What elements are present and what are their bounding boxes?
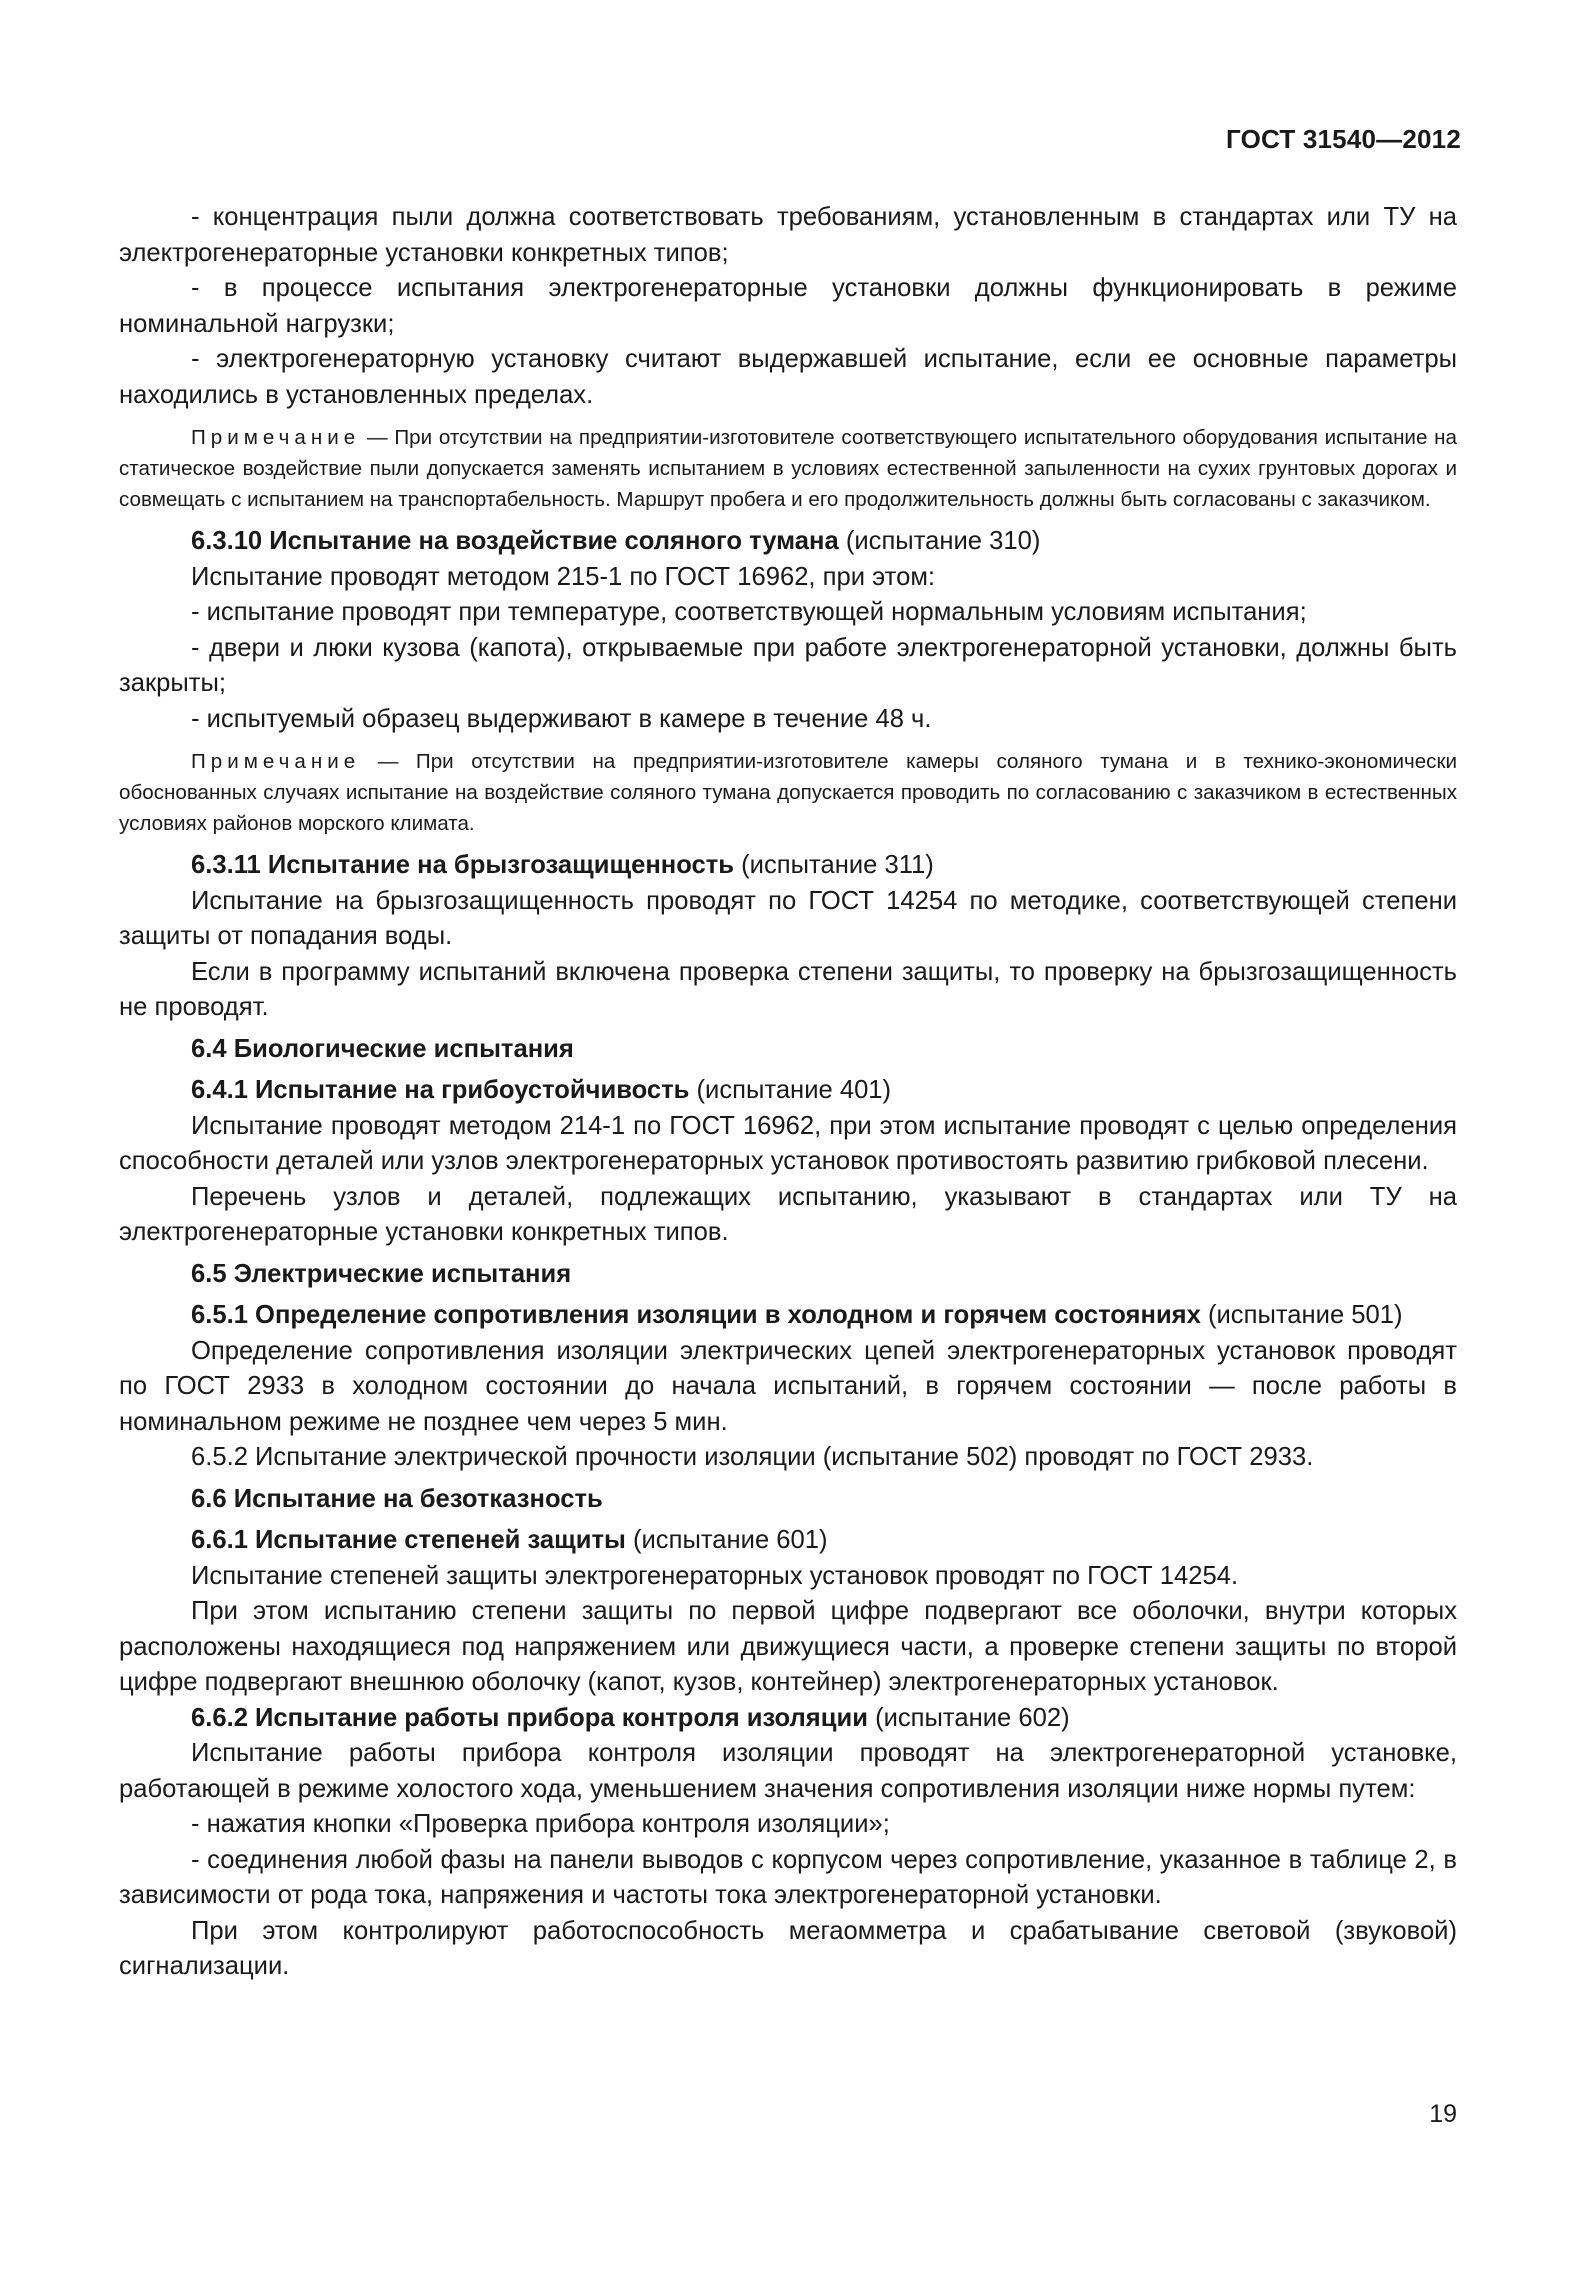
page-number: 19 xyxy=(1429,2100,1457,2128)
paragraph: Перечень узлов и деталей, подлежащих испытанию, указывают в стандартах или ТУ на электрогенераторные установки конкретных типов. xyxy=(119,1182,1457,1246)
section-heading-6-5: 6.5 Электрические испытания xyxy=(191,1259,572,1288)
note-text: — При отсутствии на предприятии-изготовителе камеры соляного тумана и в технико-экономически обоснованных случаях испытание на воздействие соляного тумана допускается проводить по согласованию с заказчиком в естественных условиях районов морского климата. xyxy=(119,750,1457,835)
paragraph: 6.5.2 Испытание электрической прочности изоляции (испытание 502) проводят по ГОСТ 2933. xyxy=(191,1443,1314,1471)
paragraph: - концентрация пыли должна соответствовать требованиям, установленным в стандартах или ТУ на электрогенераторные установки конкретных типов; xyxy=(119,203,1457,267)
section-heading-6-4: 6.4 Биологические испытания xyxy=(191,1034,574,1063)
paragraph: Испытание работы прибора контроля изоляции проводят на электрогенераторной установке, работающей в режиме холостого хода, уменьшением значения сопротивления изоляции ниже нормы путем: xyxy=(119,1739,1457,1803)
section-heading-6-3-10: 6.3.10 Испытание на воздействие соляного тумана (испытание 310) xyxy=(191,527,1041,555)
note xyxy=(119,422,1457,515)
paragraph: Испытание проводят методом 215-1 по ГОСТ 16962, при этом: xyxy=(191,562,936,591)
paragraph: - электрогенераторную установку считают выдержавшей испытание, если ее основные параметры находились в установленных пределах. xyxy=(119,345,1457,409)
section-heading-6-4-1: 6.4.1 Испытание на грибоустойчивость (испытание 401) xyxy=(191,1076,892,1104)
paragraph: - испытуемый образец выдерживают в камере в течение 48 ч. xyxy=(191,704,932,733)
paragraph: - в процессе испытания электрогенераторные установки должны функционировать в режиме номинальной нагрузки; xyxy=(119,274,1457,338)
paragraph: Если в программу испытаний включена проверка степени защиты, то проверку на брызгозащищенность не проводят. xyxy=(119,957,1457,1021)
paragraph: При этом контролируют работоспособность мегаомметра и срабатывание световой (звуковой) сигнализации. xyxy=(119,1916,1457,1980)
paragraph: Испытание степеней защиты электрогенераторных установок проводят по ГОСТ 14254. xyxy=(191,1561,1239,1590)
paragraph: Испытание на брызгозащищенность проводят по ГОСТ 14254 по методике, соответствующей степени защиты от попадания воды. xyxy=(119,886,1457,950)
paragraph: - испытание проводят при температуре, соответствующей нормальным условиям испытания; xyxy=(191,598,1307,626)
paragraph: Определение сопротивления изоляции электрических цепей электрогенераторных установок проводят по ГОСТ 2933 в холодном состоянии до начала испытаний, в горячем состоянии — после работы в номинальном режиме не позднее чем через 5 мин. xyxy=(119,1336,1457,1436)
paragraph: Испытание проводят методом 214-1 по ГОСТ 16962, при этом испытание проводят с целью определения способности деталей или узлов электрогенераторных установок противостоять развитию грибковой плесени. xyxy=(119,1111,1457,1175)
section-heading-6-6-2: 6.6.2 Испытание работы прибора контроля изоляции (испытание 602) xyxy=(191,1703,1070,1732)
paragraph: - нажатия кнопки «Проверка прибора контроля изоляции»; xyxy=(191,1810,890,1838)
note-label: Примечание xyxy=(191,426,361,449)
paragraph: - соединения любой фазы на панели выводов с корпусом через сопротивление, указанное в таблице 2, в зависимости от рода тока, напряжения и частоты тока электрогенераторной установки. xyxy=(119,1845,1457,1909)
section-heading-6-6-1: 6.6.1 Испытание степеней защиты (испытание 601) xyxy=(191,1526,828,1554)
section-heading-6-3-11: 6.3.11 Испытание на брызгозащищенность (испытание 311) xyxy=(191,851,934,879)
document-header: ГОСТ 31540—2012 xyxy=(1226,124,1461,154)
section-heading-6-6: 6.6 Испытание на безотказность xyxy=(191,1484,603,1513)
section-heading-6-5-1: 6.5.1 Определение сопротивления изоляции в холодном и горячем состояниях (испытание 501) xyxy=(191,1301,1403,1329)
note-text: — При отсутствии на предприятии-изготовителе соответствующего испытательного оборудования испытание на статическое воздействие пыли допускается заменять испытанием в условиях естественной запыленности на сухих грунтовых дорогах и совмещать с испытанием на транспортабельность. Маршрут пробега и его продолжительность должны быть согласованы с заказчиком. xyxy=(119,426,1457,511)
note xyxy=(119,746,1457,839)
paragraph: При этом испытанию степени защиты по первой цифре подвергают все оболочки, внутри которых расположены находящиеся под напряжением или движущиеся части, а проверке степени защиты по второй цифре подвергают внешнюю оболочку (капот, кузов, контейнер) электрогенераторных установок. xyxy=(119,1597,1457,1696)
document-body xyxy=(119,200,1457,1985)
paragraph: - двери и люки кузова (капота), открываемые при работе электрогенераторной установки, должны быть закрыты; xyxy=(119,633,1457,697)
note-label: Примечание xyxy=(191,750,361,773)
